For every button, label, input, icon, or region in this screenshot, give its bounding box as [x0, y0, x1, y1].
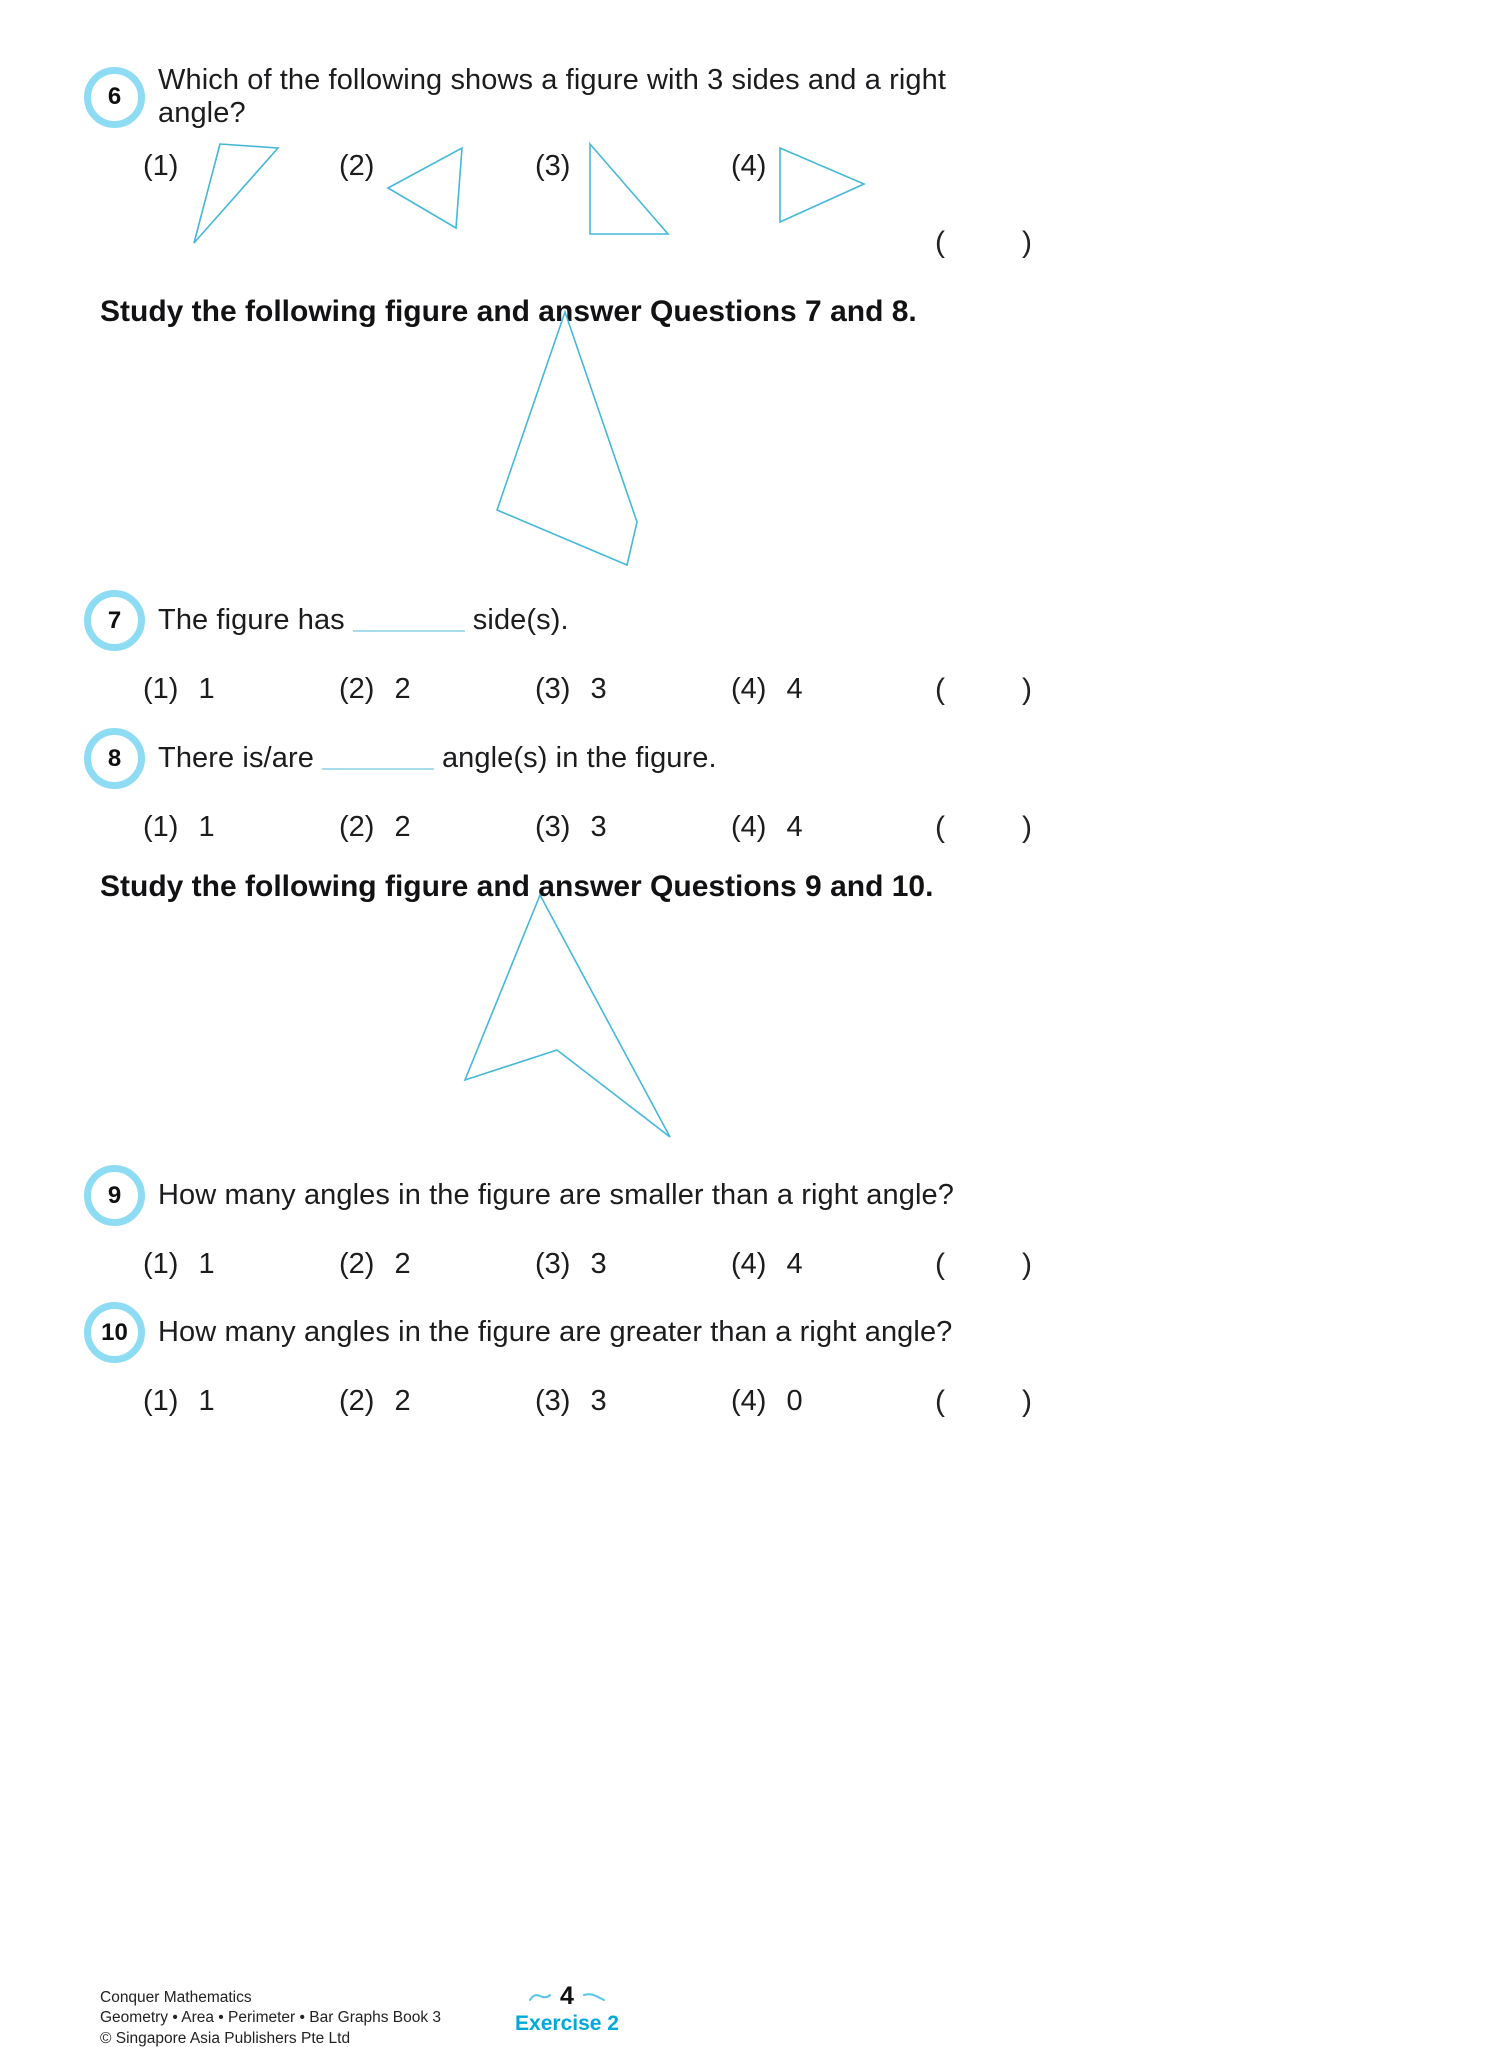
arrowhead-dart-figure: [456, 886, 681, 1144]
q9-option-4: [731, 1248, 927, 1281]
q10-option-3: [535, 1385, 731, 1418]
open-paren: (: [935, 811, 945, 844]
option-value: 2: [394, 1385, 411, 1417]
option-label: (4): [731, 150, 767, 182]
copyright: © Singapore Asia Publishers Pte Ltd: [100, 2029, 351, 2047]
question-text: Which of the following shows a figure with 3 sides and a right angle?: [158, 64, 946, 129]
question-8: [84, 728, 1032, 844]
right-pointing-triangle-figure: [778, 142, 878, 246]
option-label: (2): [339, 811, 375, 843]
ornament-left-icon: [528, 1991, 552, 2003]
narrow-slanted-triangle-figure: [190, 142, 290, 246]
four-sided-kite-figure: [492, 304, 652, 572]
question-text: How many angles in the figure are smaller than a right angle?: [158, 1179, 954, 1211]
open-paren: (: [935, 1385, 945, 1418]
option-label: (1): [143, 1248, 179, 1280]
option-label: (1): [143, 1385, 179, 1417]
answer-blank: [353, 606, 465, 632]
option-label: (4): [731, 1248, 767, 1280]
q6-options-row: [84, 150, 1032, 262]
q10-options-row: [84, 1385, 1032, 1418]
question-text-after: side(s).: [472, 604, 569, 636]
q7-option-2: [339, 673, 535, 706]
question-number-badge: 9: [84, 1165, 145, 1226]
q8-option-3: [535, 811, 731, 844]
q6-option-4: [731, 150, 927, 246]
q8-option-1: [143, 811, 339, 844]
q9-option-1: [143, 1248, 339, 1281]
option-label: (1): [143, 150, 179, 182]
open-paren: (: [935, 1248, 945, 1281]
footer-imprint: [100, 1988, 441, 2047]
question-6-header: [84, 64, 1032, 130]
option-label: (3): [535, 150, 571, 182]
option-value: 1: [198, 1248, 215, 1280]
option-value: 4: [786, 673, 803, 705]
option-label: (2): [339, 1385, 375, 1417]
question-9: [84, 1165, 1032, 1281]
open-paren: (: [935, 226, 945, 259]
option-label: (4): [731, 1385, 767, 1417]
q7-options-row: [84, 673, 1032, 706]
q7-option-3: [535, 673, 731, 706]
q10-option-2: [339, 1385, 535, 1418]
question-6: [84, 64, 1032, 262]
q7-option-1: [143, 673, 339, 706]
option-label: (3): [535, 1385, 571, 1417]
question-number-badge: 10: [84, 1302, 145, 1363]
q8-option-2: [339, 811, 535, 844]
question-8-header: [84, 728, 1032, 789]
option-label: (2): [339, 673, 375, 705]
question-9-header: [84, 1165, 1032, 1226]
answer-blank: [322, 744, 434, 770]
question-text: [158, 742, 717, 775]
option-label: (4): [731, 811, 767, 843]
option-value: 3: [590, 1385, 607, 1417]
section-heading-q7-q8: Study the following figure and answer Questions 7 and 8.: [100, 294, 917, 328]
option-label: (1): [143, 811, 179, 843]
close-paren: ): [1022, 811, 1032, 844]
close-paren: ): [1022, 1248, 1032, 1281]
q6-option-3: [535, 150, 731, 246]
left-pointing-triangle-figure: [386, 142, 486, 246]
option-value: 0: [786, 1385, 803, 1417]
question-text: How many angles in the figure are greater than a right angle?: [158, 1316, 953, 1348]
open-paren: (: [935, 673, 945, 706]
question-10: [84, 1302, 1032, 1418]
q10-option-1: [143, 1385, 339, 1418]
ornament-right-icon: [582, 1991, 606, 2003]
q9-option-2: [339, 1248, 535, 1281]
question-number-badge: 7: [84, 590, 145, 651]
option-value: 1: [198, 811, 215, 843]
page-number: 4: [560, 1982, 574, 2010]
option-value: 3: [590, 811, 607, 843]
right-angled-triangle-figure: [582, 142, 682, 246]
option-label: (3): [535, 811, 571, 843]
option-label: (3): [535, 1248, 571, 1280]
close-paren: ): [1022, 673, 1032, 706]
option-value: 1: [198, 673, 215, 705]
option-value: 2: [394, 811, 411, 843]
close-paren: ): [1022, 1385, 1032, 1418]
answer-brackets: [935, 1248, 1032, 1282]
answer-brackets: [935, 1385, 1032, 1419]
question-text-before: There is/are: [158, 742, 314, 774]
page-number-row: [462, 1982, 672, 2011]
question-number-badge: 6: [84, 67, 145, 128]
option-label: (4): [731, 673, 767, 705]
q6-option-2: [339, 150, 535, 246]
option-value: 2: [394, 673, 411, 705]
q8-options-row: [84, 811, 1032, 844]
question-7-header: [84, 590, 1032, 651]
option-value: 4: [786, 811, 803, 843]
exercise-label: Exercise 2: [515, 2012, 619, 2035]
question-text-after: angle(s) in the figure.: [441, 742, 717, 774]
question-text: [158, 604, 569, 637]
question-10-header: [84, 1302, 1032, 1363]
q10-option-4: [731, 1385, 927, 1418]
footer-page-info: [462, 1982, 672, 2036]
q9-options-row: [84, 1248, 1032, 1281]
option-value: 1: [198, 1385, 215, 1417]
option-value: 2: [394, 1248, 411, 1280]
answer-brackets: [935, 811, 1032, 845]
answer-brackets: [935, 673, 1032, 707]
section-heading-q9-q10: Study the following figure and answer Questions 9 and 10.: [100, 869, 934, 903]
option-value: 4: [786, 1248, 803, 1280]
book-title: Geometry • Area • Perimeter • Bar Graphs Book 3: [100, 2009, 442, 2027]
question-7: [84, 590, 1032, 706]
option-label: (2): [339, 1248, 375, 1280]
option-label: (1): [143, 673, 179, 705]
answer-brackets: [935, 226, 1032, 260]
option-label: (3): [535, 673, 571, 705]
question-text-before: The figure has: [158, 604, 345, 636]
option-value: 3: [590, 1248, 607, 1280]
q9-option-3: [535, 1248, 731, 1281]
question-number-badge: 8: [84, 728, 145, 789]
q8-option-4: [731, 811, 927, 844]
q7-option-4: [731, 673, 927, 706]
book-series: Conquer Mathematics: [100, 1989, 252, 2006]
q6-option-1: [143, 150, 339, 246]
option-label: (2): [339, 150, 375, 182]
option-value: 3: [590, 673, 607, 705]
close-paren: ): [1022, 226, 1032, 259]
